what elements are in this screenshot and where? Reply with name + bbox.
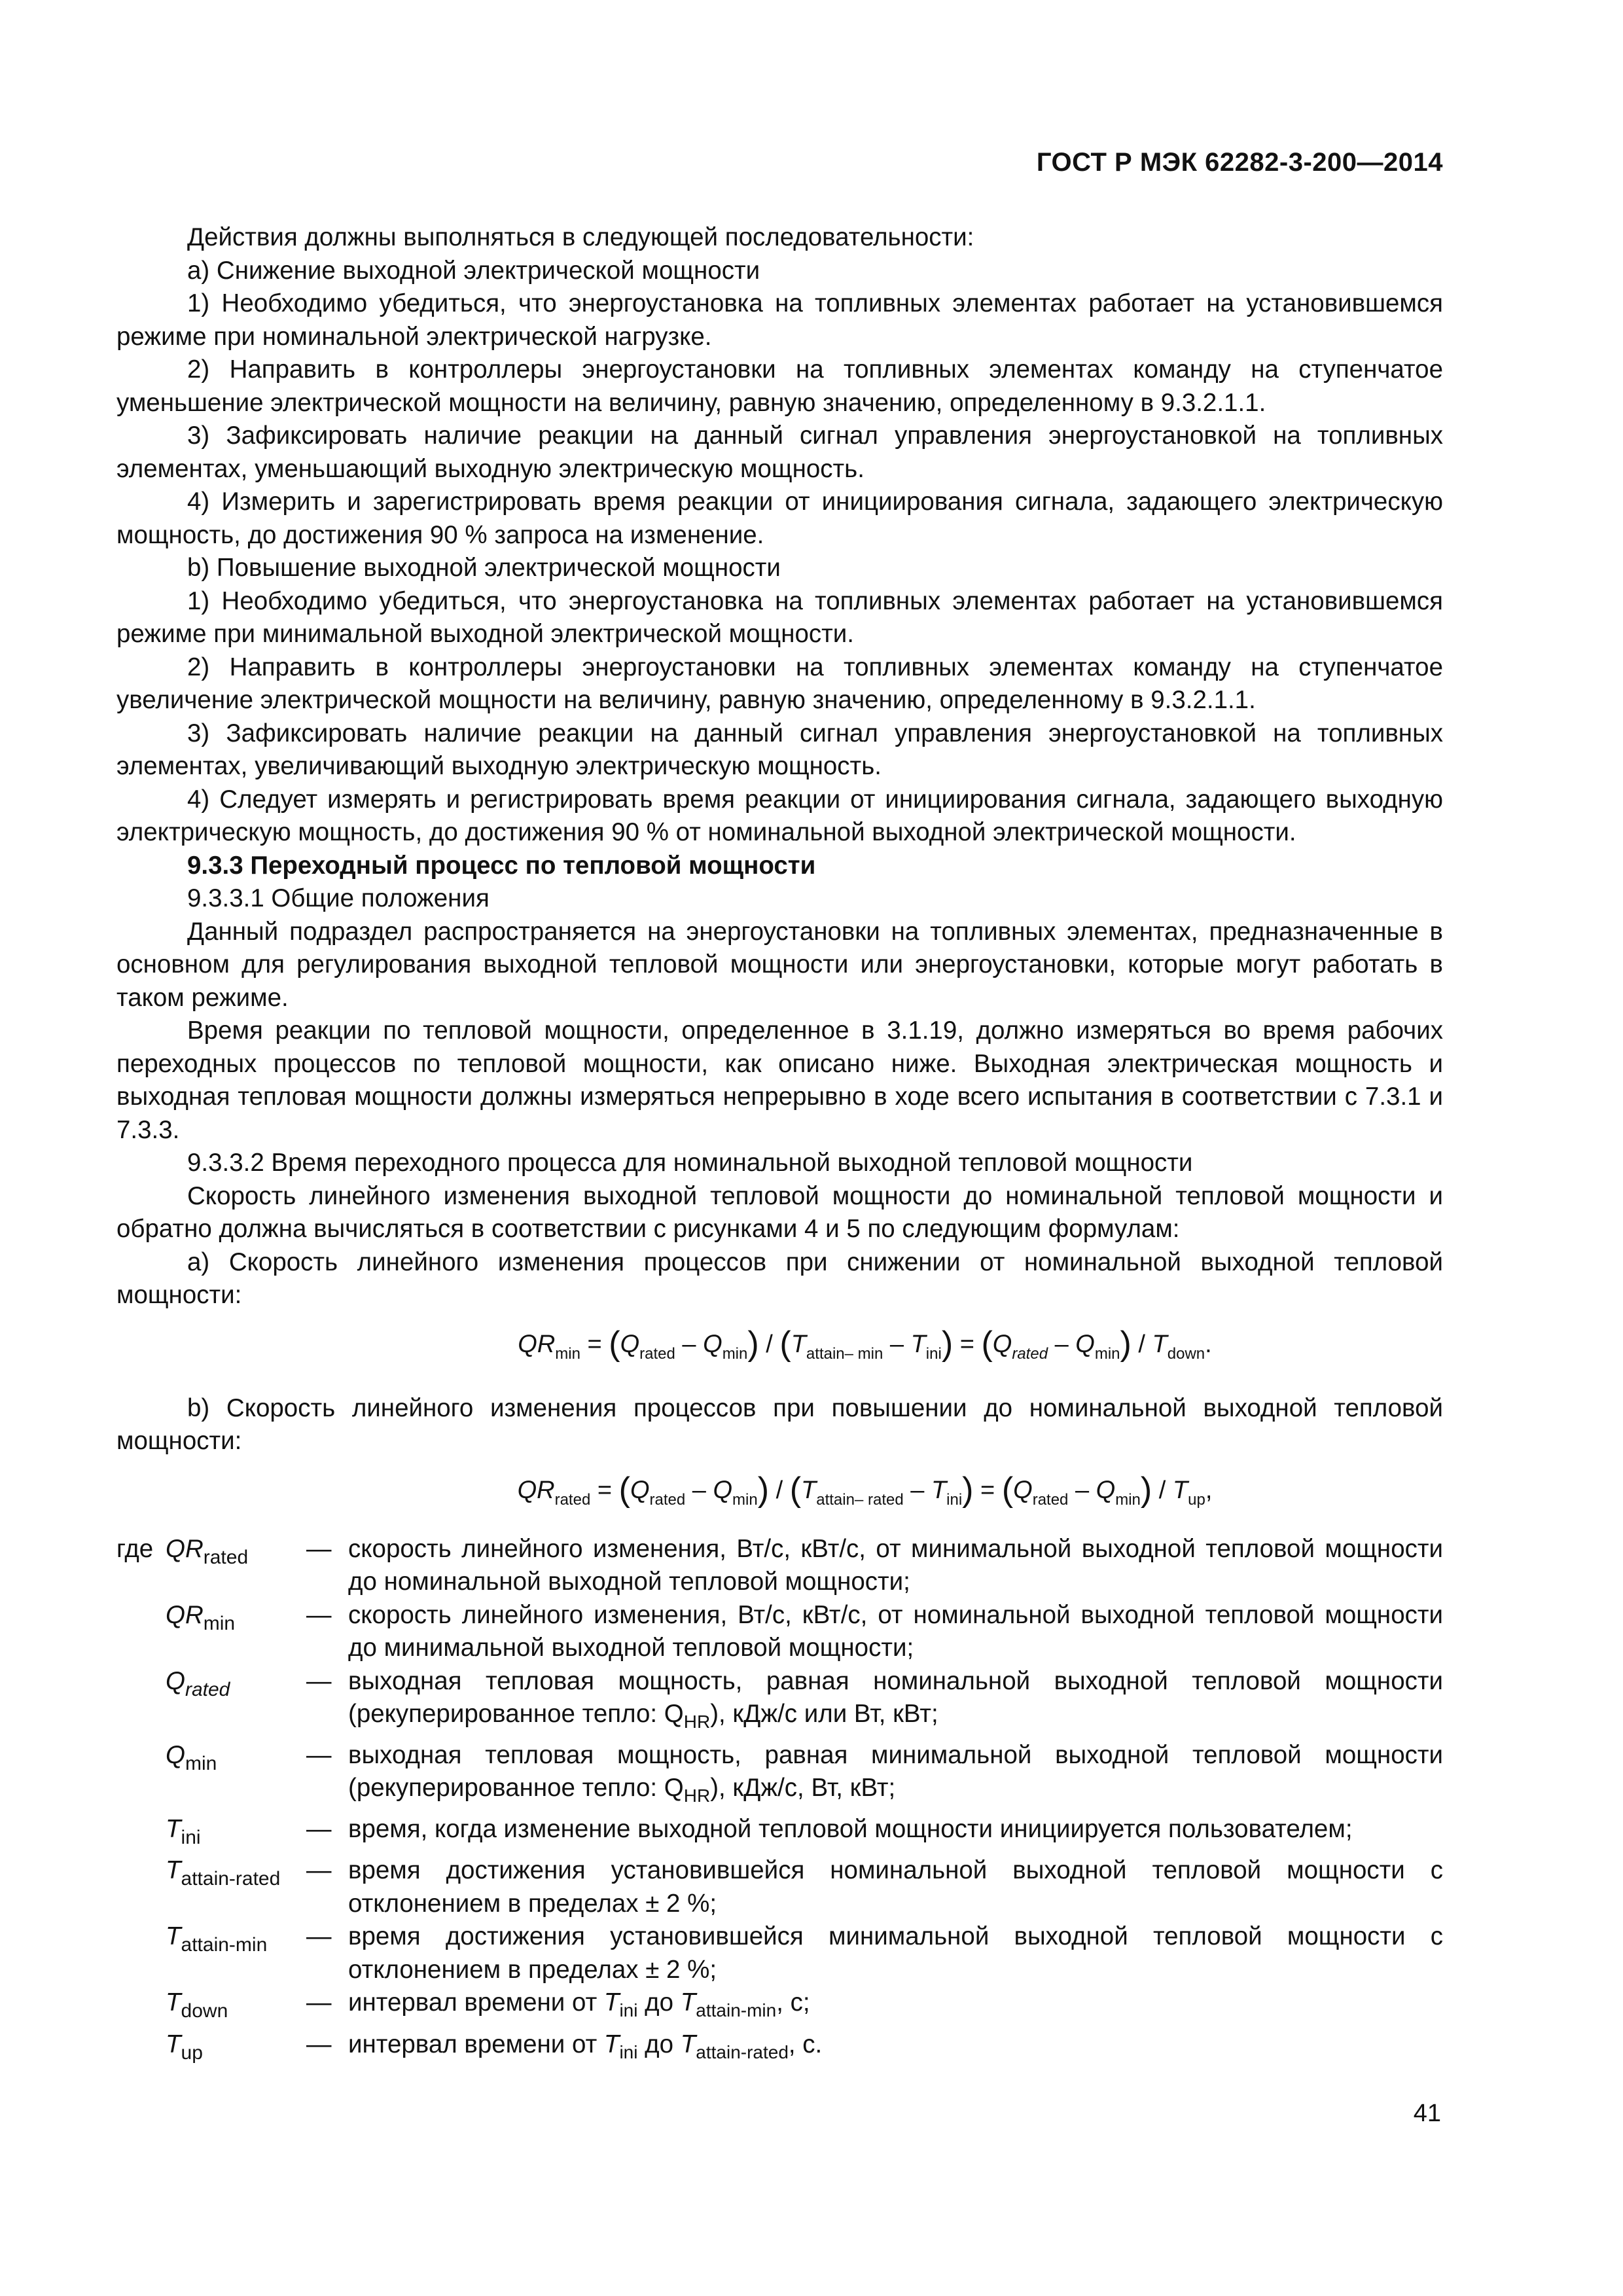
section-heading: 9.3.3 Переходный процесс по тепловой мощности (187, 851, 816, 880)
definition-row: $Q_{rated}$ — выходная тепловая мощность, равная номинальной выходной тепловой мощности (рекуперированное тепло: $Q_{HR}$), кДж/с или Вт, кВт; (166, 1666, 1443, 1732)
definition-row: $T_{ini}$ — время, когда изменение выходной тепловой мощности инициируется пользователем; (166, 1814, 1353, 1848)
paragraph: b) Скорость линейного изменения процессов при повышении до номинальной выходной тепловой мощности: (116, 1393, 1443, 1455)
subsection-heading: 9.3.3.2 Время переходного процесса для номинальной выходной тепловой мощности (187, 1149, 1193, 1177)
paragraph: 3) Зафиксировать наличие реакции на данный сигнал управления энергоустановкой на топливных элементах, увеличивающий выходную электрическую мощность. (116, 719, 1443, 780)
document-header: ГОСТ Р МЭК 62282-3-200—2014 (1036, 148, 1443, 177)
formula-b: $QR_{rated} = (Q_{rated} - Q_{min}) / (T_{attain- rated} - T_{ini}) = (Q_{rated} - Q_{min}) / T_{up}$, (517, 1470, 1213, 1509)
paragraph: 2) Направить в контроллеры энергоустановки на топливных элементах команду на ступенчатое уменьшение электрической мощности на величину, равную значению, определенному в 9.3.2.1.1. (116, 355, 1443, 417)
paragraph: 1) Необходимо убедиться, что энергоустановка на топливных элементах работает на установившемся режиме при номинальной электрической нагрузке. (116, 289, 1443, 351)
paragraph: 2) Направить в контроллеры энергоустановки на топливных элементах команду на ступенчатое увеличение электрической мощности на величину, равную значению, определенному в 9.3.2.1.1. (116, 653, 1443, 714)
paragraph: Скорость линейного изменения выходной тепловой мощности до номинальной тепловой мощности и обратно должна вычисляться в соответствии с рисунками 4 и 5 по следующим формулам: (116, 1181, 1443, 1243)
formula-a: $QR_{min} = (Q_{rated} - Q_{min}) / (T_{attain- min} - T_{ini}) = (Q_{rated} - Q_{min}) / T_{down}$. (518, 1324, 1212, 1363)
paragraph: 4) Следует измерять и регистрировать время реакции от инициирования сигнала, задающего выходную электрическую мощность, до достижения 90 % от номинальной выходной электрической мощности. (116, 785, 1443, 846)
definition-row: $T_{up}$ — интервал времени от $T_{ini}$ до $T_{attain-rated}$, с. (166, 2030, 823, 2064)
definition-row: $T_{attain-min}$ — время достижения установившейся минимальной выходной тепловой мощности с отклонением в пределах ± 2 %; (166, 1922, 1443, 1984)
definition-row: $T_{attain-rated}$ — время достижения установившейся номинальной выходной тепловой мощности с отклонением в пределах ± 2 %; (166, 1856, 1443, 1918)
paragraph: Действия должны выполняться в следующей последовательности: (187, 223, 974, 251)
definition-row: $QR_{min}$ — скорость линейного изменения, Вт/с, кВт/с, от номинальной выходной тепловой мощности до минимальной выходной тепловой мощности; (166, 1600, 1443, 1662)
paragraph: 3) Зафиксировать наличие реакции на данный сигнал управления энергоустановкой на топливных элементах, уменьшающий выходную электрическую мощность. (116, 422, 1443, 483)
paragraph: a) Снижение выходной электрической мощности (187, 256, 760, 285)
paragraph: 4) Измерить и зарегистрировать время реакции от инициирования сигнала, задающего электрическую мощность, до достижения 90 % запроса на изменение. (116, 488, 1443, 549)
definitions-list (116, 1533, 1443, 2070)
paragraph: b) Повышение выходной электрической мощности (187, 554, 781, 582)
document-body (116, 221, 1443, 2070)
paragraph: Данный подраздел распространяется на энергоустановки на топливных элементах, предназначенные в основном для регулирования выходной тепловой мощности или энергоустановки, которые могут работать в таком режиме. (116, 917, 1443, 1012)
definition-row: где $QR_{rated}$ — скорость линейного изменения, Вт/с, кВт/с, от минимальной выходной тепловой мощности до номинальной выходной тепловой мощности; (116, 1534, 1443, 1596)
paragraph: Время реакции по тепловой мощности, определенное в 3.1.19, должно измеряться во время рабочих переходных процессов по тепловой мощности, как описано ниже. Выходная электрическая мощность и выходная тепловая мощности должны измеряться непрерывно в ходе всего испытания в соответствии с 7.3.1 и 7.3.3. (116, 1016, 1443, 1144)
subsection-heading: 9.3.3.1 Общие положения (187, 884, 490, 912)
paragraph: 1) Необходимо убедиться, что энергоустановка на топливных элементах работает на установившемся режиме при минимальной выходной электрической мощности. (116, 586, 1443, 648)
paragraph: a) Скорость линейного изменения процессов при снижении от номинальной выходной тепловой мощности: (116, 1247, 1443, 1309)
page-number: 41 (1413, 2100, 1441, 2127)
definition-row: $Q_{min}$ — выходная тепловая мощность, равная минимальной выходной тепловой мощности (рекуперированное тепло: $Q_{HR}$), кДж/с, Вт, кВт; (166, 1740, 1443, 1806)
definition-row: $T_{down}$ — интервал времени от $T_{ini}$ до $T_{attain-min}$, с; (166, 1988, 810, 2022)
